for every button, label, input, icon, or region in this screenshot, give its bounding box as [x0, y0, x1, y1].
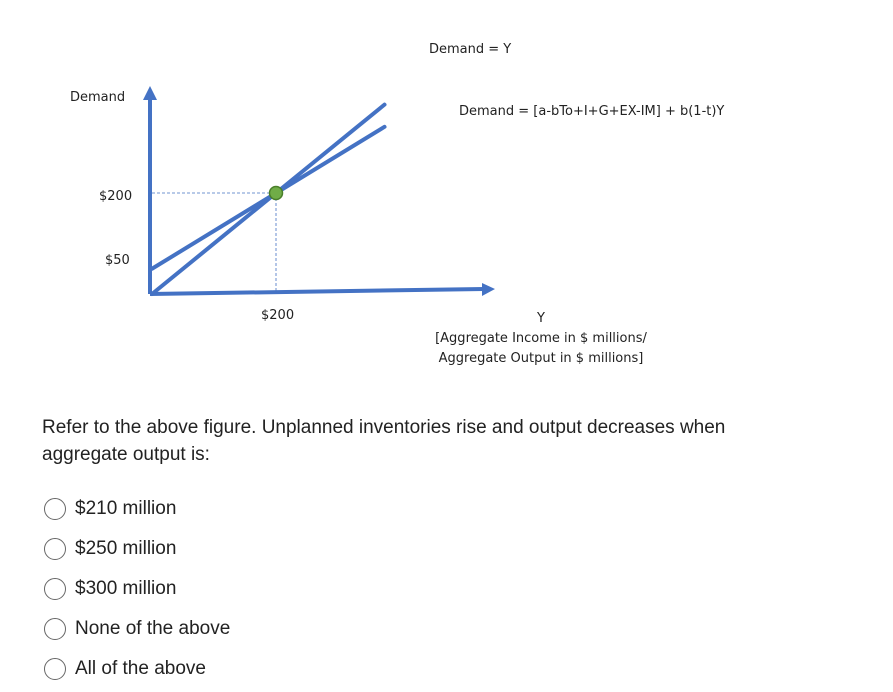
- radio-button[interactable]: [44, 538, 66, 560]
- option-300-million[interactable]: [44, 569, 230, 609]
- x-axis-label-symbol: Y: [537, 311, 545, 326]
- option-210-million[interactable]: [44, 489, 230, 529]
- option-all-of-the-above[interactable]: [44, 649, 230, 689]
- radio-button[interactable]: [44, 618, 66, 640]
- series-label-demand-function: Demand = [a-bTo+I+G+EX-IM] + b(1-t)Y: [459, 104, 725, 119]
- answer-options: [44, 489, 230, 689]
- option-label: All of the above: [75, 658, 206, 679]
- demand-function-line: [152, 127, 385, 269]
- y-axis-label: Demand: [70, 90, 126, 105]
- y-tick-label-200: $200: [99, 189, 133, 204]
- question-text: Refer to the above figure. Unplanned inventories rise and output decreases when aggregate output is:: [42, 417, 726, 465]
- x-tick-label-200: $200: [261, 308, 295, 323]
- radio-button[interactable]: [44, 498, 66, 520]
- option-250-million[interactable]: [44, 529, 230, 569]
- option-label: $300 million: [75, 578, 177, 599]
- x-axis-label-line2: Aggregate Output in $ millions]: [438, 351, 644, 366]
- equilibrium-point: [270, 187, 283, 200]
- option-label: $210 million: [75, 498, 177, 519]
- option-none-of-the-above[interactable]: [44, 609, 230, 649]
- y-axis-arrowhead: [143, 86, 157, 100]
- option-label: $250 million: [75, 538, 177, 559]
- option-label: None of the above: [75, 618, 231, 639]
- radio-button[interactable]: [44, 658, 66, 680]
- y-tick-label-50: $50: [105, 253, 130, 268]
- x-axis-line: [150, 289, 484, 294]
- x-axis-arrowhead: [482, 283, 495, 296]
- x-axis-label-line1: [Aggregate Income in $ millions/: [435, 331, 647, 346]
- series-label-demand-equals-y: Demand = Y: [429, 42, 512, 57]
- radio-button[interactable]: [44, 578, 66, 600]
